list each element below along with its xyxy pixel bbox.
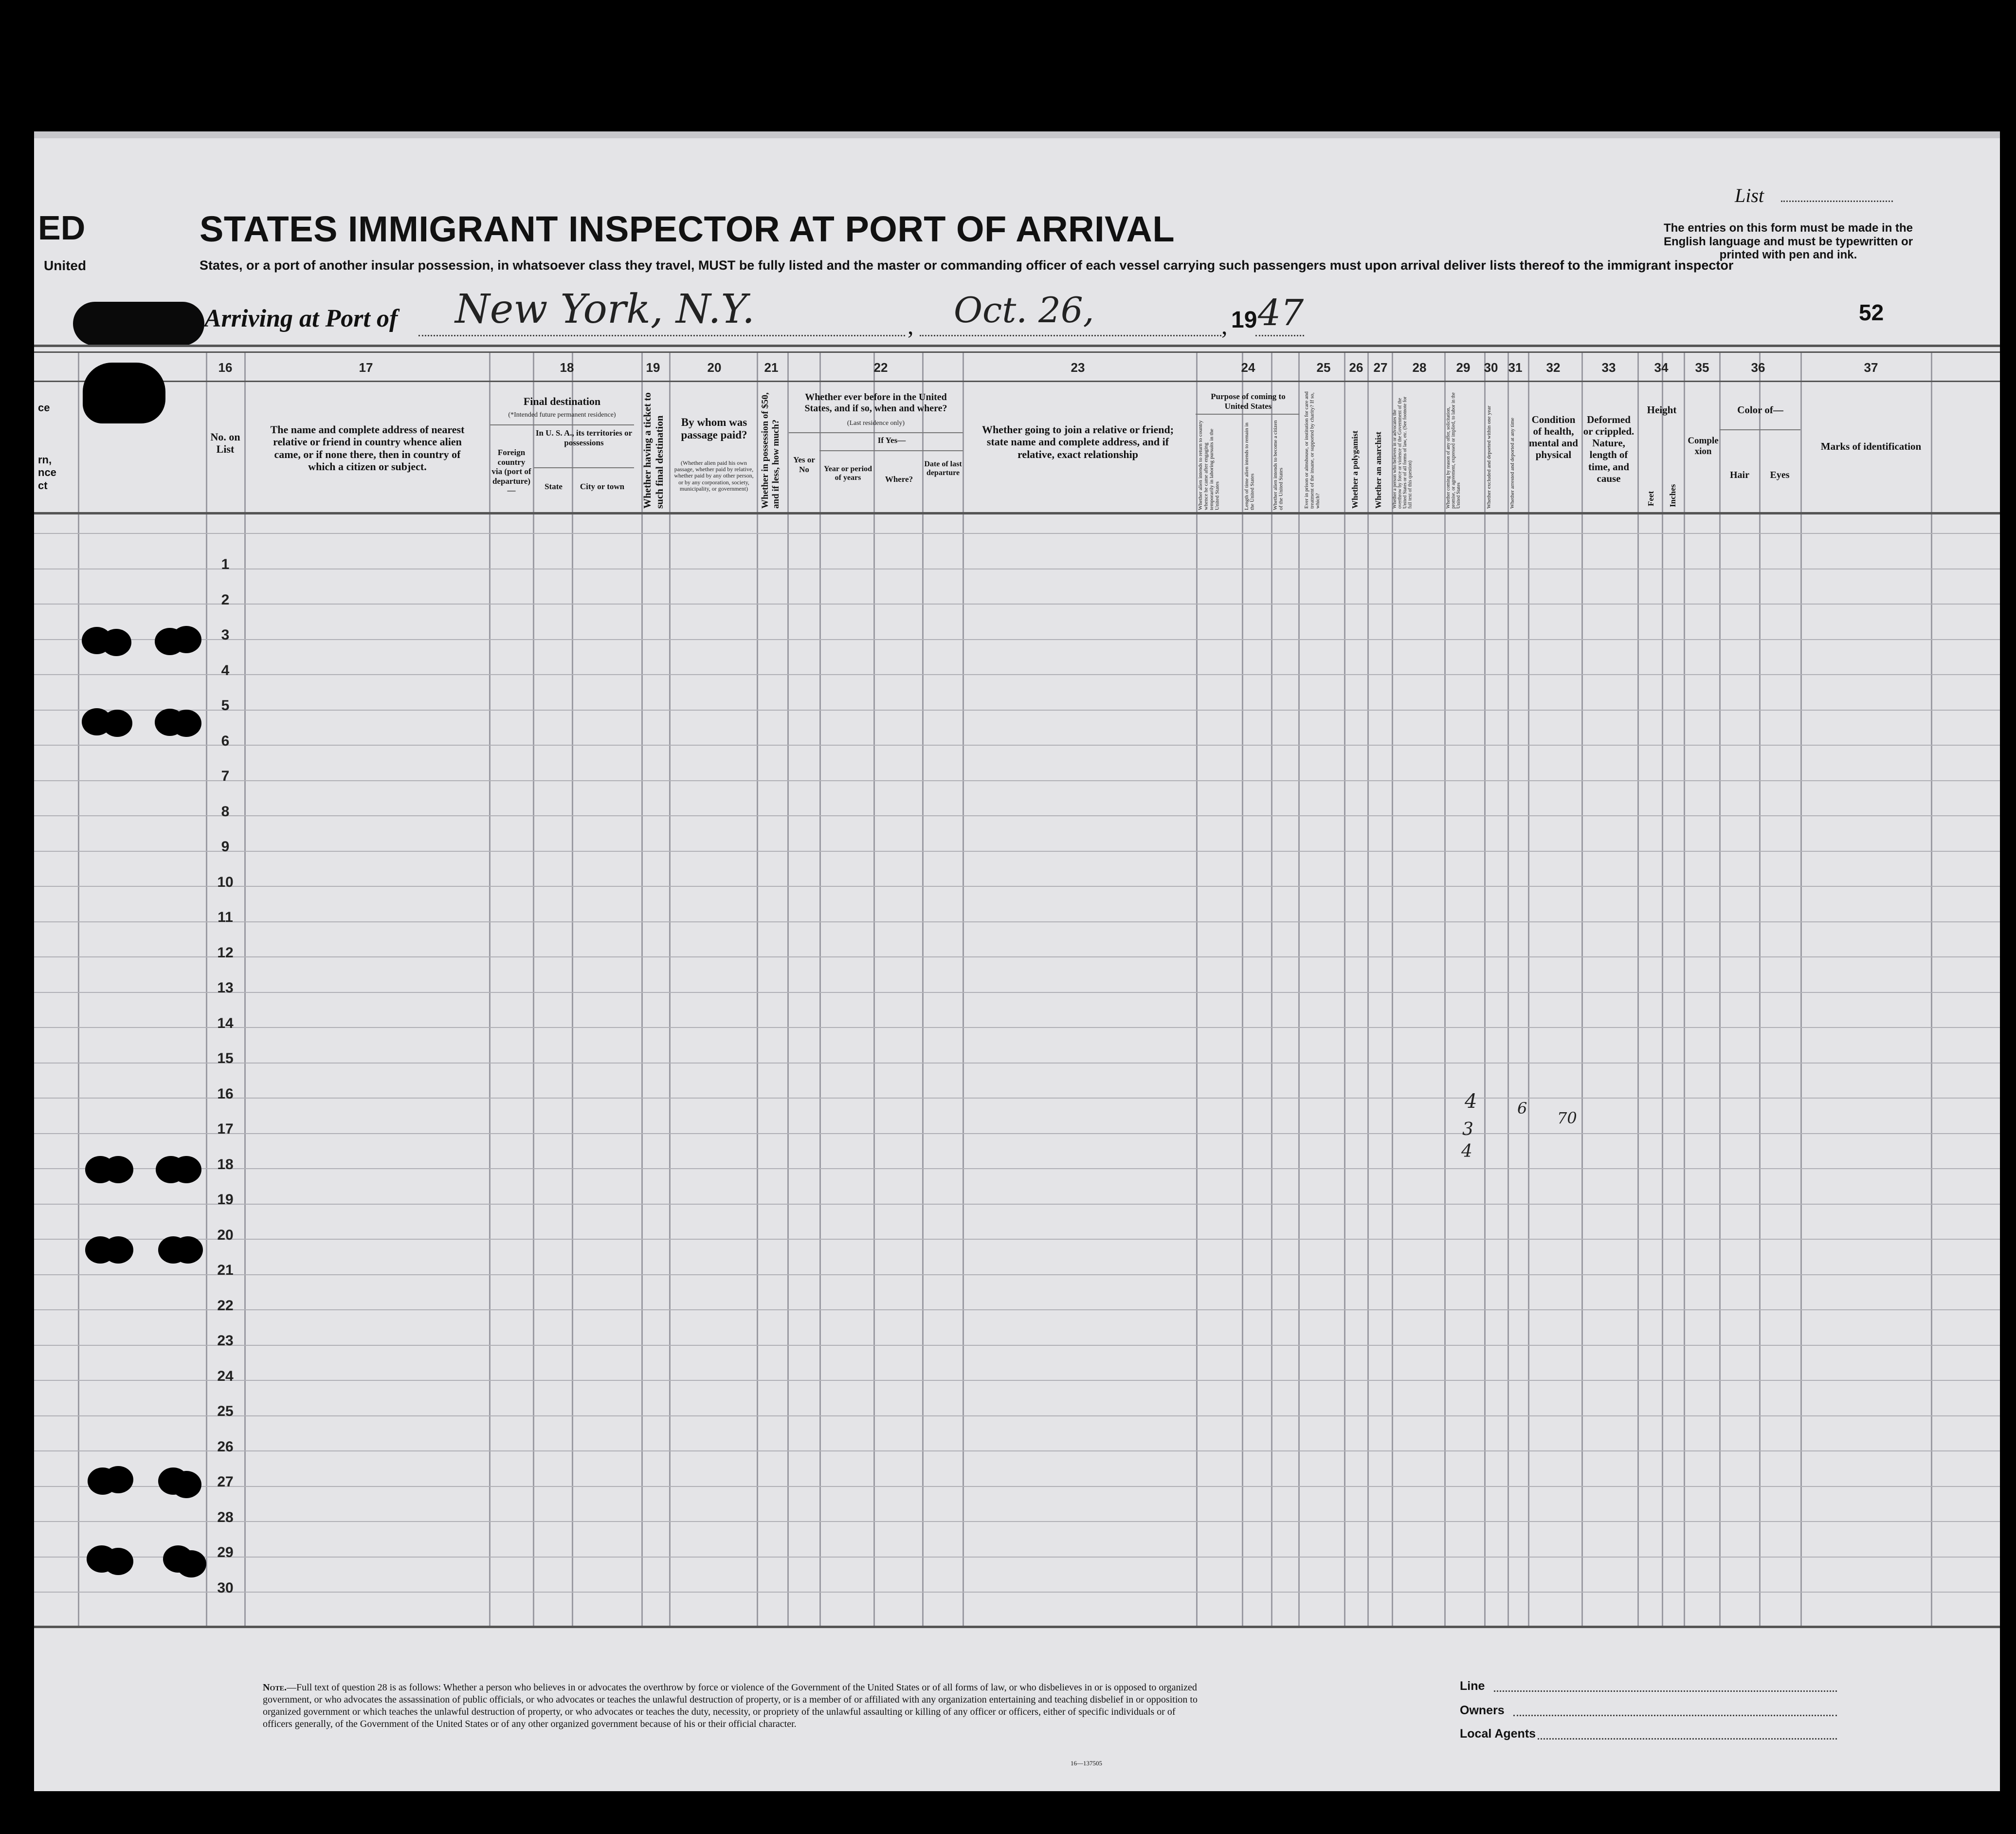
row-number: 18	[217, 1156, 234, 1173]
punch-hole	[176, 1550, 206, 1577]
grid-column-rule	[1800, 351, 1802, 1627]
punch-hole	[171, 1471, 201, 1498]
grid-bottom-rule	[34, 1626, 2000, 1628]
punch-hole	[171, 710, 201, 737]
grid-top-rule	[34, 351, 2000, 353]
row-number: 16	[217, 1086, 234, 1102]
colnum-23: 23	[1071, 360, 1085, 375]
colnum-18: 18	[560, 360, 574, 375]
handwritten-mark: 6	[1517, 1099, 1527, 1118]
header-yes-no: Yes or No	[793, 455, 815, 474]
line-field[interactable]	[1494, 1690, 1837, 1692]
grid-column-rule	[1367, 351, 1369, 1627]
row-number: 8	[221, 804, 230, 820]
arriving-label: Arriving at Port of	[204, 305, 398, 332]
punch-hole	[171, 626, 201, 653]
grid-row-rule	[34, 1309, 2000, 1310]
punch-hole	[103, 1156, 133, 1183]
grid-row-rule	[34, 1204, 2000, 1205]
header-inches: Inches	[1668, 484, 1677, 507]
rule-36	[1720, 429, 1800, 430]
rule-24	[1196, 414, 1299, 415]
owners-field[interactable]	[1513, 1715, 1837, 1716]
colnum-31: 31	[1508, 360, 1523, 375]
rule-22-a	[789, 432, 963, 433]
colnum-22: 22	[873, 360, 888, 375]
comma2: ,	[1221, 312, 1228, 339]
row-number: 4	[221, 662, 230, 679]
grid-row-rule	[34, 1592, 2000, 1593]
grid-row-rule	[34, 886, 2000, 887]
colnum-16: 16	[218, 360, 233, 375]
colnum-27: 27	[1373, 360, 1388, 375]
grid-column-rule	[1344, 351, 1345, 1627]
footnote-text: —Full text of question 28 is as follows: Whether a person who believes in or advocates the overthrow by force or violence of the Government of the United States or of all forms of law, or who disbelieves in or is opposed to organized government, or who advocates the assassination of public officials, or who advocates or teaches the unlawful destruction of property, or is a member of or affiliated with any organization entertaining and teaching disbelief in or opposition to organized government or which teaches the unlawful destruction of property, or who advocates or teaches the duty, necessity, or propriety of the unlawful assaulting or killing of any officer or officers, either of specific individuals or of officers generally, of the Government of the United States or of any other organized government because of his or their official character.	[263, 1682, 1198, 1729]
grid-row-rule	[34, 956, 2000, 957]
left-fragment-2: rn,	[38, 454, 52, 466]
grid-column-rule	[1298, 351, 1300, 1627]
row-number: 28	[217, 1509, 234, 1525]
colnum-20: 20	[707, 360, 722, 375]
colnum-35: 35	[1695, 360, 1709, 375]
grid-row-rule	[34, 1027, 2000, 1028]
grid-row-rule	[34, 639, 2000, 640]
grid-column-rule	[1392, 351, 1393, 1627]
colnum-17: 17	[359, 360, 373, 375]
form-code: 16—137505	[1071, 1760, 1102, 1767]
header-bottom-rule	[34, 512, 2000, 514]
row-number: 9	[221, 839, 230, 855]
handwritten-mark: 4	[1461, 1141, 1472, 1161]
punch-hole	[103, 1236, 133, 1264]
date-field[interactable]	[920, 335, 1221, 336]
redaction-blot	[73, 302, 204, 346]
grid-row-rule	[34, 1345, 2000, 1346]
row-number: 1	[221, 556, 230, 572]
grid-column-rule	[489, 351, 490, 1627]
header-ticket: Whether having a ticket to such final destination	[641, 392, 665, 509]
grid-row-rule	[34, 710, 2000, 711]
grid-column-rule	[1719, 351, 1721, 1627]
local-agents-label: Local Agents	[1460, 1727, 1536, 1741]
header-health: Condition of health, mental and physical	[1529, 414, 1578, 461]
colnum-25: 25	[1316, 360, 1331, 375]
grid-row-rule	[34, 1521, 2000, 1522]
header-nearest-relative: The name and complete address of nearest relative or friend in country whence alien came, or if none there, then in country of which a citizen or subject.	[270, 423, 465, 473]
grid-row-rule	[34, 1168, 2000, 1169]
owners-label: Owners	[1460, 1704, 1505, 1717]
grid-column-rule	[1271, 351, 1272, 1627]
left-fragment-1: ce	[38, 402, 50, 414]
grid-column-rule	[641, 351, 643, 1627]
grid-column-rule	[1242, 351, 1243, 1627]
grid-column-rule	[1931, 351, 1932, 1627]
grid-column-rule	[757, 351, 758, 1627]
header-prison: Ever in prison or almshouse, or institution for care and treatment of the insane, or supported by charity? If so, which?	[1304, 391, 1321, 509]
header-where: Where?	[885, 475, 913, 484]
grid-column-rule	[819, 351, 821, 1627]
colnum-30: 30	[1484, 360, 1498, 375]
rule-18-a	[490, 424, 634, 425]
local-agents-field[interactable]	[1538, 1738, 1837, 1740]
row-number: 13	[217, 980, 234, 996]
rule-18-b	[534, 467, 634, 468]
colnum-32: 32	[1546, 360, 1561, 375]
year-field[interactable]	[1255, 335, 1304, 336]
header-arrested: Whether arrested and deported at any time	[1509, 418, 1515, 509]
colnum-21: 21	[764, 360, 779, 375]
header-passage-paid-note: (Whether alien paid his own passage, whether paid by relative, whether paid by any other person, or by any corporation, society, municipality, or government)	[674, 459, 754, 492]
header-date-departure: Date of last departure	[924, 460, 962, 477]
port-handwritten: New York, N.Y.	[455, 286, 755, 332]
header-city-town: City or town	[580, 482, 625, 491]
colnum-36: 36	[1751, 360, 1765, 375]
header-polygamist: Whether a polygamist	[1350, 430, 1360, 509]
colnum-19: 19	[646, 360, 660, 375]
grid-row-rule	[34, 1133, 2000, 1134]
grid-row-rule	[34, 604, 2000, 605]
header-purpose-length: Length of time alien intends to remain in the United States	[1244, 422, 1255, 510]
row-number: 5	[221, 697, 230, 714]
list-field[interactable]	[1781, 201, 1893, 202]
rule-22-b	[819, 450, 963, 451]
row-number: 27	[217, 1474, 234, 1490]
row-number: 29	[217, 1544, 234, 1560]
header-number-rule	[34, 381, 2000, 382]
colnum-33: 33	[1601, 360, 1616, 375]
grid-row-rule	[34, 921, 2000, 922]
header-ever-before: Whether ever before in the United States, and if so, when and where?	[804, 392, 947, 414]
row-number: 20	[217, 1227, 234, 1243]
colnum-28: 28	[1412, 360, 1427, 375]
header-question-28: Whether a person who believes in or advocates the overthrow by force or violence of the Government of the United States or of all forms of law, etc. (See footnote for full text of this question)	[1392, 396, 1413, 509]
row-number: 22	[217, 1298, 234, 1314]
punch-hole	[173, 1236, 203, 1264]
grid-column-rule	[533, 351, 534, 1627]
form-instructions: The entries on this form must be made in the English language and must be typewritten or printed with pen and ink.	[1663, 221, 1913, 262]
header-year-period: Year or period of years	[824, 465, 872, 482]
grid-column-rule	[963, 351, 964, 1627]
row-number: 14	[217, 1015, 234, 1031]
handwritten-mark: 3	[1462, 1119, 1473, 1139]
grid-column-rule	[787, 351, 789, 1627]
punch-hole	[171, 1156, 201, 1183]
header-marks: Marks of identification	[1820, 440, 1922, 452]
header-purpose-return: Whether alien intends to return to country whence he came after engaging temporarily in laboring pursuits in the United States	[1198, 420, 1220, 510]
header-state: State	[545, 482, 563, 491]
grid-row-rule	[34, 1380, 2000, 1381]
page-number: 52	[1859, 300, 1884, 325]
row-number: 12	[217, 945, 234, 961]
grid-column-rule	[1759, 351, 1761, 1627]
header-complexion: Complexion	[1688, 436, 1719, 457]
colnum-29: 29	[1456, 360, 1471, 375]
date-handwritten: Oct. 26,	[954, 290, 1094, 330]
row-number: 21	[217, 1262, 234, 1278]
page-title: STATES IMMIGRANT INSPECTOR AT PORT OF ARRIVAL	[200, 209, 1175, 249]
punch-blot-top	[83, 363, 165, 423]
header-deformed: Deformed or crippled. Nature, length of time, and cause	[1583, 414, 1635, 484]
punch-hole	[102, 710, 132, 737]
grid-column-rule	[572, 351, 573, 1627]
grid-row-rule	[34, 674, 2000, 675]
grid-column-rule	[1662, 351, 1663, 1627]
list-label: List	[1735, 184, 1764, 206]
grid-column-rule	[922, 351, 924, 1627]
header-passage-paid: By whom was passage paid?	[681, 416, 747, 441]
footnote	[263, 1682, 1207, 1730]
header-if-yes: If Yes—	[877, 436, 906, 445]
grid-row-rule	[34, 992, 2000, 993]
header-height: Height	[1647, 404, 1677, 416]
grid-column-rule	[669, 351, 671, 1627]
header-rule	[34, 345, 2000, 347]
header-purpose-citizen: Whether alien intends to become a citizen of the United States	[1272, 420, 1284, 510]
header-eyes: Eyes	[1770, 470, 1790, 480]
colnum-34: 34	[1654, 360, 1669, 375]
grid-row-rule	[34, 1415, 2000, 1416]
row-number: 26	[217, 1439, 234, 1455]
handwritten-mark: 70	[1557, 1109, 1577, 1127]
row-number: 17	[217, 1121, 234, 1137]
header-final-destination: Final destination	[523, 395, 601, 407]
header-foreign-country: Foreign country via (port of departure)—	[491, 448, 531, 495]
grid-row-rule	[34, 1239, 2000, 1240]
grid-row-rule	[34, 1486, 2000, 1487]
grid-row-rule	[34, 851, 2000, 852]
grid-row-rule	[34, 1063, 2000, 1064]
grid-column-rule	[78, 351, 79, 1627]
row-number: 30	[217, 1580, 234, 1596]
grid-column-rule	[1637, 351, 1639, 1627]
grid-row-rule	[34, 1274, 2000, 1275]
row-number: 11	[218, 909, 233, 925]
grid-row-rule	[34, 533, 2000, 534]
punch-hole	[101, 629, 131, 656]
row-number: 25	[217, 1403, 234, 1419]
grid-row-rule	[34, 780, 2000, 781]
header-offer-labor: Whether coming by reason of any offer, solicitation, promise, or agreement, expressed or implied, to labor in the United States	[1446, 392, 1461, 509]
row-number: 7	[221, 768, 230, 784]
row-number: 6	[221, 733, 230, 749]
line-label: Line	[1460, 1679, 1485, 1693]
row-number: 24	[217, 1368, 234, 1384]
grid-column-rule	[1484, 351, 1486, 1627]
row-number: 19	[217, 1192, 234, 1208]
year-handwritten: 47	[1258, 292, 1304, 334]
grid-column-rule	[1444, 351, 1446, 1627]
grid-column-rule	[1684, 351, 1685, 1627]
header-excluded: Whether excluded and deported within one year	[1486, 405, 1492, 509]
grid-row-rule	[34, 745, 2000, 746]
handwritten-mark: 4	[1465, 1090, 1477, 1113]
header-fifty-dollars: Whether in possession of $50, and if less, how much?	[760, 392, 781, 509]
row-number: 10	[217, 874, 234, 890]
colnum-26: 26	[1349, 360, 1363, 375]
year-printed: 19	[1231, 307, 1257, 333]
grid-row-rule	[34, 1557, 2000, 1558]
left-fragment-3: nce	[38, 466, 56, 478]
grid-column-rule	[1196, 351, 1198, 1627]
row-number: 2	[221, 592, 230, 608]
header-color: Color of—	[1737, 404, 1783, 416]
header-join-relative: Whether going to join a relative or friend; state name and complete address, and if relative, exact relationship	[981, 423, 1174, 460]
grid-column-rule	[1528, 351, 1529, 1627]
row-number: 23	[217, 1333, 234, 1349]
punch-hole	[103, 1466, 133, 1493]
header-purpose: Purpose of coming to United States	[1211, 392, 1286, 411]
colnum-37: 37	[1864, 360, 1878, 375]
header-final-destination-note: (*Intended future permanent residence)	[508, 411, 616, 419]
grid-column-rule	[873, 351, 875, 1627]
row-number: 15	[217, 1050, 234, 1066]
header-in-usa: In U. S. A., its territories or possessions	[535, 428, 633, 447]
colnum-24: 24	[1241, 360, 1255, 375]
header-feet: Feet	[1646, 491, 1655, 506]
punch-hole	[103, 1548, 133, 1575]
left-fragment-4: ct	[38, 479, 48, 492]
subtitle: States, or a port of another insular possession, in whatsoever class they travel, MUST be fully listed and the master or commanding officer of each vessel carrying such passengers must upon arrival deliver lists thereof to the immigrant inspector	[200, 258, 1734, 273]
grid-column-rule	[1581, 351, 1583, 1627]
header-anarchist: Whether an anarchist	[1374, 431, 1383, 509]
row-number: 3	[221, 627, 230, 643]
header-ever-before-note: (Last residence only)	[847, 420, 905, 427]
footnote-label: Note.	[263, 1682, 287, 1693]
title-fragment: ED	[38, 209, 86, 247]
paper-top-edge	[34, 131, 2000, 138]
grid-row-rule	[34, 815, 2000, 816]
header-hair: Hair	[1730, 470, 1749, 480]
grid-row-rule	[34, 1098, 2000, 1099]
grid-column-rule	[1507, 351, 1509, 1627]
header-no-on-list: No. on List	[210, 431, 240, 456]
comma: ,	[908, 312, 914, 339]
grid-row-rule	[34, 1450, 2000, 1451]
port-field[interactable]	[418, 335, 905, 336]
subtitle-fragment: United	[44, 258, 87, 273]
